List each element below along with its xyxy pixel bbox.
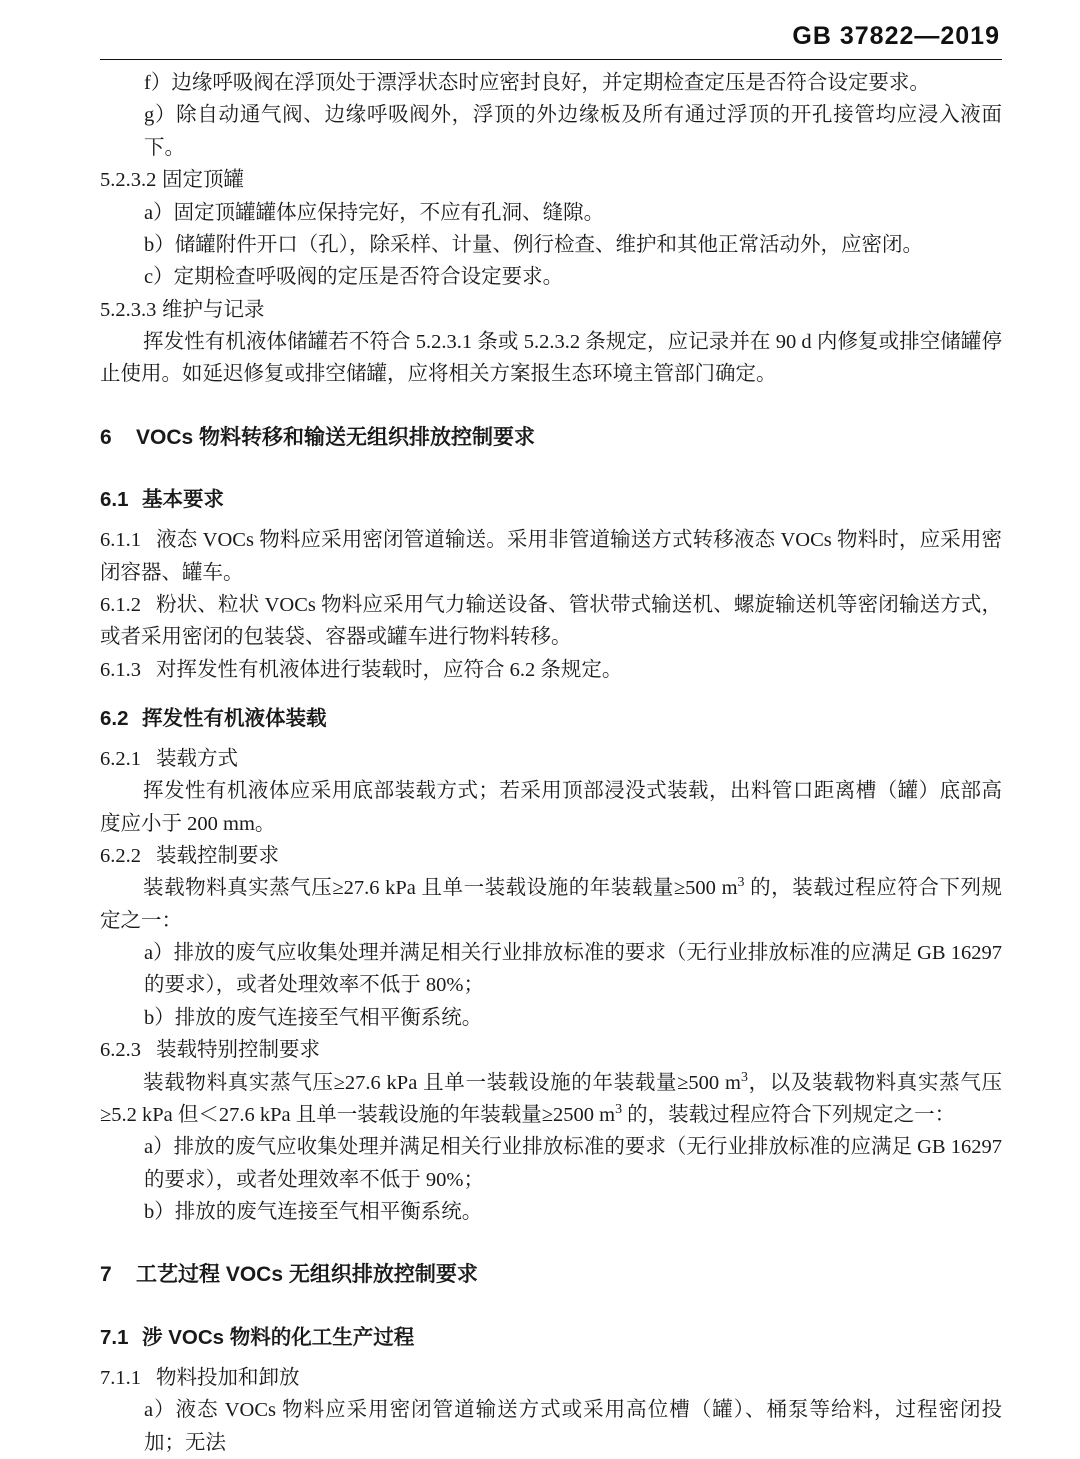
section-6-2-2-heading: [100, 840, 1002, 872]
list-item-g: g）除自动通气阀、边缘呼吸阀外，浮顶的外边缘板及所有通过浮顶的开孔接管均应浸入液面下。: [144, 104, 1002, 159]
section-6-2-2-title: 装载控制要求: [156, 844, 279, 867]
list-item-a-622: a）排放的废气应收集处理并满足相关行业排放标准的要求（无行业排放标准的应满足 GB 16297 的要求），或者处理效率不低于 80%；: [144, 942, 1002, 997]
section-6-2-2-paragraph: [100, 872, 1002, 937]
section-5-2-3-3-heading: [100, 294, 1002, 326]
list-item-b-623: b）排放的废气连接至气相平衡系统。: [144, 1201, 483, 1224]
section-5-2-3-2-number: 5.2.3.2: [100, 169, 157, 192]
section-6-2-3-superscript-1: 3: [740, 1069, 748, 1085]
section-6-2-2-number: 6.2.2: [100, 844, 141, 867]
section-6-2-3-text-c: 的，装载过程应符合下列规定之一：: [622, 1103, 956, 1126]
section-6-2-1-title: 装载方式: [156, 747, 238, 770]
section-6-1-2-text: 粉状、粒状 VOCs 物料应采用气力输送设备、管状带式输送机、螺旋输送机等密闭输送方式，或者采用密闭的包装袋、容器或罐车进行物料转移。: [100, 593, 1002, 649]
section-6-2-3-heading: [100, 1034, 1002, 1066]
section-5-2-3-2-heading: [100, 164, 1002, 196]
section-6-1-2: [100, 589, 1002, 654]
clause-6-title: VOCs 物料转移和输送无组织排放控制要求: [136, 425, 536, 449]
list-item-a-5232: a）固定顶罐罐体应保持完好，不应有孔洞、缝隙。: [144, 201, 605, 224]
list-item-b-622: b）排放的废气连接至气相平衡系统。: [144, 1006, 483, 1029]
clause-6-2-heading: [100, 703, 1002, 736]
section-6-2-1-paragraph: 挥发性有机液体应采用底部装载方式；若采用顶部浸没式装载，出料管口距离槽（罐）底部高度应小于 200 mm。: [100, 780, 1002, 835]
section-6-2-2-text-b: 的，装载过程应符合下列规定之一：: [100, 877, 1002, 932]
list-item-b-5232: b）储罐附件开口（孔），除采样、计量、例行检查、维护和其他正常活动外，应密闭。: [144, 233, 923, 256]
section-6-2-3-number: 6.2.3: [100, 1039, 141, 1062]
section-6-2-1-number: 6.2.1: [100, 747, 141, 770]
section-6-1-3-number: 6.1.3: [100, 658, 141, 681]
clause-7-heading: [100, 1258, 1002, 1292]
section-6-2-1-heading: [100, 743, 1002, 775]
clause-6-2-number: 6.2: [100, 707, 129, 731]
list-item-c-5232: c）定期检查呼吸阀的定压是否符合设定要求。: [144, 266, 564, 289]
section-7-1-1-number: 7.1.1: [100, 1366, 141, 1389]
list-item-a-711: a）液态 VOCs 物料应采用密闭管道输送方式或采用高位槽（罐）、桶泵等给料，过程密闭投加；无法: [144, 1399, 1002, 1454]
section-6-1-3: [100, 654, 1002, 686]
section-6-2-3-paragraph: [100, 1067, 1002, 1132]
clause-6-number: 6: [100, 425, 112, 449]
clause-7-1-number: 7.1: [100, 1326, 129, 1350]
section-6-1-1: [100, 524, 1002, 589]
section-6-1-1-text: 液态 VOCs 物料应采用密闭管道输送。采用非管道输送方式转移液态 VOCs 物料时，应采用密闭容器、罐车。: [100, 529, 1002, 584]
clause-7-number: 7: [100, 1263, 112, 1287]
section-6-1-3-text: 对挥发性有机液体进行装载时，应符合 6.2 条规定。: [156, 658, 623, 681]
section-6-1-2-number: 6.1.2: [100, 593, 141, 616]
clause-7-title: 工艺过程 VOCs 无组织排放控制要求: [136, 1263, 478, 1287]
list-item-f: f）边缘呼吸阀在浮顶处于漂浮状态时应密封良好，并定期检查定压是否符合设定要求。: [144, 72, 930, 94]
section-6-2-2-text-a: 装载物料真实蒸气压≥27.6 kPa 且单一装载设施的年装载量≥500 m: [143, 877, 738, 900]
clause-6-1-title: 基本要求: [142, 488, 224, 512]
clause-6-1-number: 6.1: [100, 488, 129, 512]
section-5-2-3-3-number: 5.2.3.3: [100, 298, 157, 321]
section-5-2-3-2-title: 固定顶罐: [162, 169, 244, 192]
page-header: GB 37822—2019: [792, 22, 1000, 50]
section-6-1-1-number: 6.1.1: [100, 529, 141, 552]
clause-7-1-heading: [100, 1322, 1002, 1355]
section-5-2-3-3-paragraph: 挥发性有机液体储罐若不符合 5.2.3.1 条或 5.2.3.2 条规定，应记录并在 90 d 内修复或排空储罐停止使用。如延迟修复或排空储罐，应将相关方案报生态环境主管部门确定。: [100, 331, 1002, 386]
clause-6-heading: [100, 421, 1002, 455]
section-6-2-3-text-b: ，以及装载物料真实蒸气压≥5.2 kPa 但＜27.6 kPa 且单一装载设施的年装载量≥2500 m: [100, 1071, 1002, 1126]
clause-7-1-title: 涉 VOCs 物料的化工生产过程: [142, 1326, 415, 1350]
clause-6-1-heading: [100, 484, 1002, 517]
clause-6-2-title: 挥发性有机液体装载: [142, 707, 327, 731]
section-6-2-3-text-a: 装载物料真实蒸气压≥27.6 kPa 且单一装载设施的年装载量≥500 m: [143, 1071, 741, 1094]
section-7-1-1-title: 物料投加和卸放: [156, 1366, 300, 1389]
section-5-2-3-3-title: 维护与记录: [162, 298, 265, 321]
section-6-2-3-title: 装载特别控制要求: [156, 1039, 320, 1062]
section-6-2-2-superscript: 3: [737, 875, 745, 891]
list-item-a-623: a）排放的废气应收集处理并满足相关行业排放标准的要求（无行业排放标准的应满足 GB 16297 的要求），或者处理效率不低于 90%；: [144, 1136, 1002, 1191]
section-6-2-3-superscript-2: 3: [615, 1102, 623, 1118]
section-7-1-1-heading: [100, 1362, 1002, 1394]
